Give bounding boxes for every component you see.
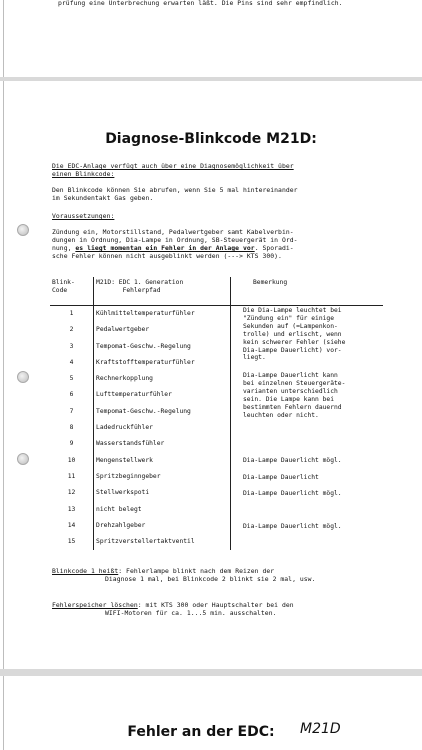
fault-path-cell: Tempomat-Geschw.-Regelung <box>94 339 231 355</box>
clear-memory-line-1: Fehlerspeicher löschen: mit KTS 300 oder Hauptschalter bei den <box>52 601 294 609</box>
blink-code-cell: 11 <box>50 469 94 485</box>
blink-code-cell: 15 <box>50 534 94 550</box>
remark-block: Die Dia-Lampe leuchtet bei "Zündung ein" für einige Sekunden auf (=Lampenkon- trolle) und erlischt, wenn kein schwerer Fehler (siehe Dia-Lampe Dauerlicht) vor- liegt. <box>243 307 346 362</box>
page1-text-line: prüfung eine Unterbrechung erwarten läßt. Die Pins sind sehr empfindlich. <box>58 0 343 7</box>
fault-path-cell: Spritzbeginngeber <box>94 469 231 485</box>
table-row <box>50 502 383 518</box>
emphasis-text: es liegt momentan ein Fehler in der Anlage vor <box>75 244 255 252</box>
blink-code-cell: 4 <box>50 355 94 371</box>
paragraph-line: im Sekundentakt Gas geben. <box>52 194 154 202</box>
table-row <box>50 534 383 550</box>
fault-path-cell: Pedalwertgeber <box>94 322 231 338</box>
fault-path-cell: Kühlmitteltemperaturfühler <box>94 306 231 323</box>
column-header-remark: Bemerkung <box>231 277 384 306</box>
remark-code-14: Dia-Lampe Dauerlicht mögl. <box>243 523 342 530</box>
paragraph-line: Den Blinkcode können Sie abrufen, wenn Sie 5 mal hintereinander <box>52 186 298 194</box>
blink-code-cell: 13 <box>50 502 94 518</box>
remark-code-10: Dia-Lampe Dauerlicht mögl. <box>243 457 342 464</box>
page3-title: Fehler an der EDC: <box>127 724 275 740</box>
fault-path-cell: Lufttemperaturfühler <box>94 387 231 403</box>
blink-code-cell: 7 <box>50 404 94 420</box>
handwritten-note: M21D <box>300 721 341 737</box>
blinkcode-note-label: Blinkcode 1 heißt <box>52 567 119 575</box>
document-page-3 <box>0 676 422 750</box>
blink-code-cell: 2 <box>50 322 94 338</box>
blinkcode-note-line-2: Diagnose 1 mal, bei Blinkcode 2 blinkt sie 2 mal, usw. <box>105 575 316 583</box>
blink-code-cell: 1 <box>50 306 94 323</box>
remark-cell <box>231 502 384 518</box>
paragraph-line: dungen in Ordnung, Dia-Lampe in Ordnung, SB-Steuergerät in Ord- <box>52 236 298 244</box>
fault-path-cell: Wasserstandsfühler <box>94 436 231 452</box>
table-row <box>50 436 383 452</box>
fault-path-cell: nicht belegt <box>94 502 231 518</box>
column-header-path: M21D: EDC 1. Generation Fehlerpfad <box>94 277 231 306</box>
clear-memory-line-2: WIFI-Motoren für ca. 1...5 min. ausschalten. <box>105 609 277 617</box>
blink-code-cell: 5 <box>50 371 94 387</box>
fault-path-cell: Mengenstellwerk <box>94 453 231 469</box>
remark-block: Dia-Lampe Dauerlicht kann bei einzelnen Steuergeräte- varianten unterschiedlich sein. Die Lampe kann bei bestimmten Fehlern dauernd leuchten oder nicht. <box>243 372 346 419</box>
punch-hole <box>17 453 29 465</box>
fault-path-cell: Spritzverstellertaktventil <box>94 534 231 550</box>
fault-path-cell: Drehzahlgeber <box>94 518 231 534</box>
page-title: Diagnose-Blinkcode M21D: <box>105 131 317 147</box>
page-margin-line <box>3 81 4 669</box>
prerequisites-heading: Voraussetzungen: <box>52 212 115 220</box>
fault-path-cell: Rechnerkopplung <box>94 371 231 387</box>
remark-code-11: Dia-Lampe Dauerlicht <box>243 474 319 481</box>
document-page-2 <box>0 81 422 669</box>
blink-code-cell: 8 <box>50 420 94 436</box>
remark-cell <box>231 420 384 436</box>
column-header-code: Blink- Code <box>50 277 94 306</box>
paragraph-line: sche Fehler können nicht ausgeblinkt werden (---> KTS 300). <box>52 252 282 260</box>
clear-memory-label: Fehlerspeicher löschen <box>52 601 138 609</box>
fault-path-cell: Stellwerkspoti <box>94 485 231 501</box>
table-row <box>50 420 383 436</box>
fault-path-cell: Kraftstofftemperaturfühler <box>94 355 231 371</box>
blink-code-cell: 10 <box>50 453 94 469</box>
remark-cell <box>231 436 384 452</box>
remark-code-12: Dia-Lampe Dauerlicht mögl. <box>243 490 342 497</box>
blink-code-cell: 3 <box>50 339 94 355</box>
intro-text-line-2: einen Blinkcode: <box>52 170 115 178</box>
blink-code-cell: 6 <box>50 387 94 403</box>
fault-path-cell: Ladedruckfühler <box>94 420 231 436</box>
paragraph-line: nung, es liegt momentan ein Fehler in der Anlage vor. Sporadi- <box>52 244 294 252</box>
fault-path-cell: Tempomat-Geschw.-Regelung <box>94 404 231 420</box>
blink-code-cell: 9 <box>50 436 94 452</box>
paragraph-line: Zündung ein, Motorstillstand, Pedalwertgeber samt Kabelverbin- <box>52 228 294 236</box>
intro-text-line-1: Die EDC-Anlage verfügt auch über eine Diagnosemöglichkeit über <box>52 162 294 170</box>
page-margin-line <box>3 0 4 77</box>
blink-code-cell: 12 <box>50 485 94 501</box>
table-row <box>50 469 383 485</box>
punch-hole <box>17 371 29 383</box>
document-page-1 <box>0 0 422 77</box>
blinkcode-note-line-1: Blinkcode 1 heißt: Fehlerlampe blinkt nach dem Reizen der <box>52 567 275 575</box>
punch-hole <box>17 224 29 236</box>
blink-code-cell: 14 <box>50 518 94 534</box>
remark-cell <box>231 534 384 550</box>
